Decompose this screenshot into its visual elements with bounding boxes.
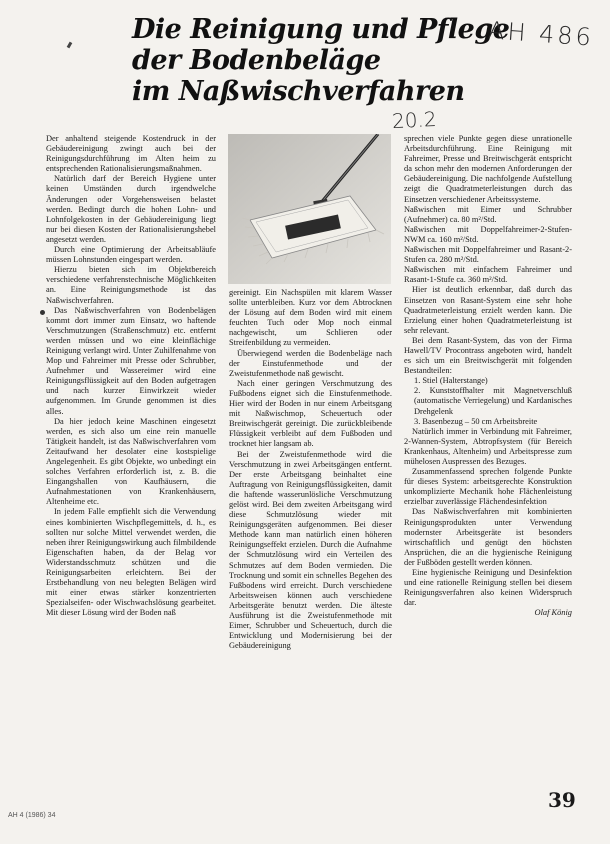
article-title <box>132 14 510 107</box>
paragraph: Durch eine Optimierung der Arbeitsabläufe müssen Lohnstunden eingespart werden. <box>46 245 216 265</box>
list-item: 2. Kunststoffhalter mit Magnetverschluß (automatische Verriegelung) und Kardanisches Drehgelenk <box>414 386 572 416</box>
author-signature: Olaf König <box>534 608 572 618</box>
rate-line: Naßwischen mit Doppelfahreimer und Rasant-2-Stufen ca. 280 m²/Std. <box>404 245 572 265</box>
paragraph: Eine hygienische Reinigung und Desinfektion und eine rationelle Reinigung stellen bei diesem Reinigungsverfahren also keinen Widerspruch dar. <box>404 568 572 608</box>
paragraph: Bei der Zweistufenmethode wird die Verschmutzung in zwei Arbeitsgängen entfernt. Der erste Arbeitsgang beinhaltet eine Auftragung von Reinigungsflüssigkeiten, damit die haftende wasserunlösliche Verschmutzung gelöst wird. Bei dem zweiten Arbeitsgang wird diese Schmutzlösung wieder mit Reinigungsgeräten aufgenommen. Bei dieser Methode kann man natürlich einen höheren Reinigungseffekt erzielen. Durch die Aufnahme der Schmutzlösung wird ein Verteilen des Schmutzes auf dem Boden vermieden. Die Trocknung und somit ein schnelles Begehen des Fußbodens wird erreicht. Durch verschiedene Arbeitsweisen können auch verschiedene Arbeitsgeräte benutzt werden. Die älteste Ausführung ist die Zweistufenmethode mit Eimer, Schrubber und Scheuertuch, durch die Entwicklung und Modernisierung bei der Gebäudereinigung <box>229 449 392 651</box>
footer-reference: AH 4 (1986) 34 <box>8 812 56 819</box>
paragraph: Das Naßwischverfahren mit kombinierten Reinigungsprodukten unter Verwendung modernster Arbeitsgeräte ist besonders wirtschaftlich und genügt den höchsten Ansprüchen, die an die hygienische Reinigung der Fußböden gestellt werden können. <box>404 507 572 567</box>
title-line: im Naßwischverfahren <box>132 76 465 107</box>
paragraph: Hierzu bieten sich im Objektbereich verschiedene verfahrenstechnische Möglichkeiten an. Eine Reinigungsmethode ist das Naßwischverfahren. <box>46 265 216 305</box>
list-item: 1. Stiel (Halterstange) <box>414 376 488 386</box>
rate-line: Naßwischen mit einfachem Fahreimer und Rasant-1-Stufe ca. 360 m²/Std. <box>404 265 572 285</box>
paragraph: Natürlich immer in Verbindung mit Fahreimer, 2-Wannen-System, Abtropfsystem (für Bereich Krankenhaus, Altenheim) und Arbeitspresse zum mühelosen Auspressen des Bezuges. <box>404 426 572 466</box>
text-column-2 <box>229 288 392 820</box>
paragraph: Das Naßwischverfahren von Bodenbelägen kommt dort immer zum Einsatz, wo haftende Verschmutzungen (Straßenschmutz) etc. entfernt werden müssen und wo eine kleinflächige Reinigung verlangt wird. Unter Zuhilfenahme von Mop und Fahreimer mit Presse oder Schrubber, Aufnehmer und Wassereimer wird eine Reinigungsflüssigkeit auf den Boden aufgetragen und nach kurzer Einwirkzeit wieder aufgenommen. Im Grunde genommen ist dies alles. <box>46 305 216 416</box>
list-item: 3. Basenbezug – 50 cm Arbeitsbreite <box>414 416 538 426</box>
paragraph: Überwiegend werden die Bodenbeläge nach der Einstufenmethode und der Zweistufenmethode naß gewischt. <box>229 348 392 378</box>
text-column-3 <box>404 134 572 828</box>
pen-mark <box>67 42 73 49</box>
paragraph: Der anhaltend steigende Kostendruck in der Gebäudereinigung zwingt auch bei der Reinigungsdurchführung im Alten heim zu entsprechenden Rationalisierungsmaßnahmen. <box>46 134 216 174</box>
rate-line: Naßwischen mit Eimer und Schrubber (Aufnehmer) ca. 80 m²/Std. <box>404 204 572 224</box>
title-line: Die Reinigung und Pflege <box>132 14 510 45</box>
rate-line: Naßwischen mit Doppelfahreimer-2-Stufen-NWM ca. 160 m²/Std. <box>404 224 572 244</box>
title-line: der Bodenbeläge <box>132 45 381 76</box>
paragraph: Bei dem Rasant-System, das von der Firma Hawell/TV Procontrass angeboten wird, handelt es sich um ein Breitwischgerät mit folgenden Bestandteilen: <box>404 335 572 376</box>
page-number: 39 <box>548 788 576 812</box>
paragraph: Hier ist deutlich erkennbar, daß durch das Einsetzen von Rasant-System eine sehr hohe Quadratmeterleistung erzielt werden kann. Die Erzielung einer hohen Quadratmeterleistung ist sehr relevant. <box>404 285 572 335</box>
handwritten-code: AH 486 <box>487 16 595 52</box>
handwritten-number: 20.2 <box>391 106 438 134</box>
paragraph: Nach einer geringen Verschmutzung des Fußbodens eignet sich die Einstufenmethode. Hier wird der Boden in nur einem Arbeitsgang mit Naßwischmop, Scheuertuch oder Breitwischgerät gereinigt. Die zurückbleibende Flüssigkeit verbleibt auf dem Fußboden und trocknet hier langsam ab. <box>229 378 392 449</box>
paragraph: In jedem Falle empfiehlt sich die Verwendung eines kombinierten Wischpflegemittels, d. h., es sollten nur solche Mittel verwendet werden, die neben ihrer Reinigungswirkung auch filmbildende Eigenschaften haben, da der Belag vor Widerstandsschmutz schützen und die Reinigungsarbeiten erleichtern. Bei der Erstbehandlung von neu belegten Belägen wird mit einer etwas stärker konzentrierten Spezialseifen- oder Wischwachslösung gearbeitet. Mit dieser Lösung wird der Boden naß <box>46 507 216 618</box>
paragraph: gereinigt. Ein Nachspülen mit klarem Wasser sollte unterbleiben. Kurz vor dem Abtrocknen der Lösung auf dem Boden wird mit einem feuchten Tuch oder Mop noch einmal nachgewischt, um Schlieren oder Streifenbildung zu vermeiden. <box>229 288 392 348</box>
mop-photo <box>228 134 391 284</box>
paragraph: Da hier jedoch keine Maschinen eingesetzt werden, es sich also um eine rein manuelle Tätigkeit handelt, ist das Naßwischverfahren vom Zeitaufwand her desolater eine kostspielige Angelegenheit. Es gibt Objekte, wo unbedingt ein solches Verfahren erforderlich ist, z. B. die Eingangshallen von Kaufhäusern, die Aufnahmestationen von Krankenhäusern, Altenheime etc. <box>46 416 216 507</box>
text-column-1 <box>46 134 216 820</box>
paragraph: Zusammenfassend sprechen folgende Punkte für dieses System: arbeitsgerechte Konstruktion unkomplizierte Mechanik hohe Flächenleistung erzielbar zuverlässige Flächendesinfektion <box>404 467 572 507</box>
margin-dot <box>40 310 45 315</box>
paragraph: sprechen viele Punkte gegen diese unrationelle Arbeitsdurchführung. Eine Reinigung mit Fahreimer, Presse und Breitwischgerät entspricht da schon mehr den modernen Anforderungen der Gebäudereinigung. Die nachfolgende Aufstellung zeigt die Quadratmeterleistungen durch das Einsetzen verschiedener Arbeitssysteme. <box>404 134 572 204</box>
paragraph: Natürlich darf der Bereich Hygiene unter keinen Umständen durch irgendwelche Änderungen oder Vorgehensweisen belastet werden. Bedingt durch die hohen Lohn- und Lohnfolgekosten in der Gebäudereinigung liegt nur bei diesen Kosten der Rationalisierungshebel angesetzt werden. <box>46 174 216 244</box>
